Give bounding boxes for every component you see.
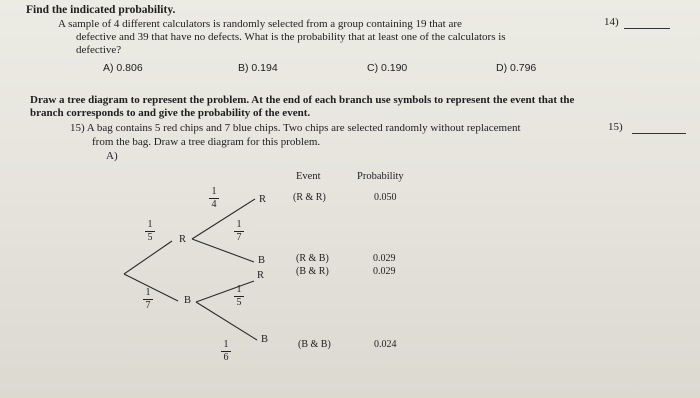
question-15-line2: from the bag. Draw a tree diagram for this problem. [92,136,321,148]
fraction-numerator: 1 [236,219,242,230]
probability-rr[interactable]: 0.050 [374,192,397,203]
fraction-second-rr [208,187,220,210]
question-15-line1: 15) A bag contains 5 red chips and 7 blue chips. Two chips are selected randomly without replacement [70,122,521,134]
event-br: (B & R) [296,266,329,277]
fraction-denominator: 5 [147,232,153,243]
option-a-14[interactable]: A) 0.806 [103,62,143,74]
option-c-14[interactable]: C) 0.190 [367,62,408,74]
column-header-probability: Probability [357,171,404,182]
event-rb: (R & B) [296,253,329,264]
node-second-rb: B [258,255,266,266]
fraction-denominator: 5 [236,297,242,308]
option-b-14[interactable]: B) 0.194 [238,62,278,74]
branch-root-red [124,241,172,274]
probability-bb[interactable]: 0.024 [374,339,397,350]
fraction-numerator: 1 [223,339,229,350]
fraction-denominator: 7 [236,232,242,243]
probability-rb[interactable]: 0.029 [373,253,396,264]
event-bb: (B & B) [298,339,331,350]
branch-red-red [192,199,255,239]
branch-blue-blue [196,302,257,340]
option-a-15[interactable]: A) [106,150,118,162]
tree-instructions-line1: Draw a tree diagram to represent the problem. At the end of each branch use symbols to represent the event that the [30,94,575,106]
question-14-line3: defective? [76,44,122,56]
fraction-second-bb [220,340,232,363]
question-14-line2: defective and 39 that have no defects. What is the probability that at least one of the calculators is [76,31,506,43]
option-d-14[interactable]: D) 0.796 [496,62,537,74]
fraction-numerator: 1 [145,287,151,298]
column-header-event: Event [296,171,321,182]
fraction-numerator: 1 [147,219,153,230]
fraction-first-red [144,220,156,243]
branch-blue-red [196,281,254,302]
question-14-line1: A sample of 4 different calculators is randomly selected from a group containing 19 that are [58,18,462,30]
fraction-second-rb [233,220,245,243]
answer-label-15: 15) [608,121,623,133]
fraction-denominator: 4 [211,199,217,210]
tree-instructions-line2: branch corresponds to and give the probability of the event. [30,107,311,119]
fraction-numerator: 1 [211,186,217,197]
fraction-denominator: 7 [145,300,151,311]
node-second-br: R [257,270,265,281]
answer-label-14: 14) [604,16,619,28]
probability-br[interactable]: 0.029 [373,266,396,277]
fraction-second-br [233,285,245,308]
event-rr: (R & R) [293,192,326,203]
node-first-red: R [179,234,187,245]
node-second-rr: R [259,194,267,205]
section-heading: Find the indicated probability. [26,4,176,16]
fraction-numerator: 1 [236,284,242,295]
node-first-blue: B [184,295,192,306]
fraction-first-blue [142,288,154,311]
fraction-denominator: 6 [223,352,229,363]
node-second-bb: B [261,334,269,345]
